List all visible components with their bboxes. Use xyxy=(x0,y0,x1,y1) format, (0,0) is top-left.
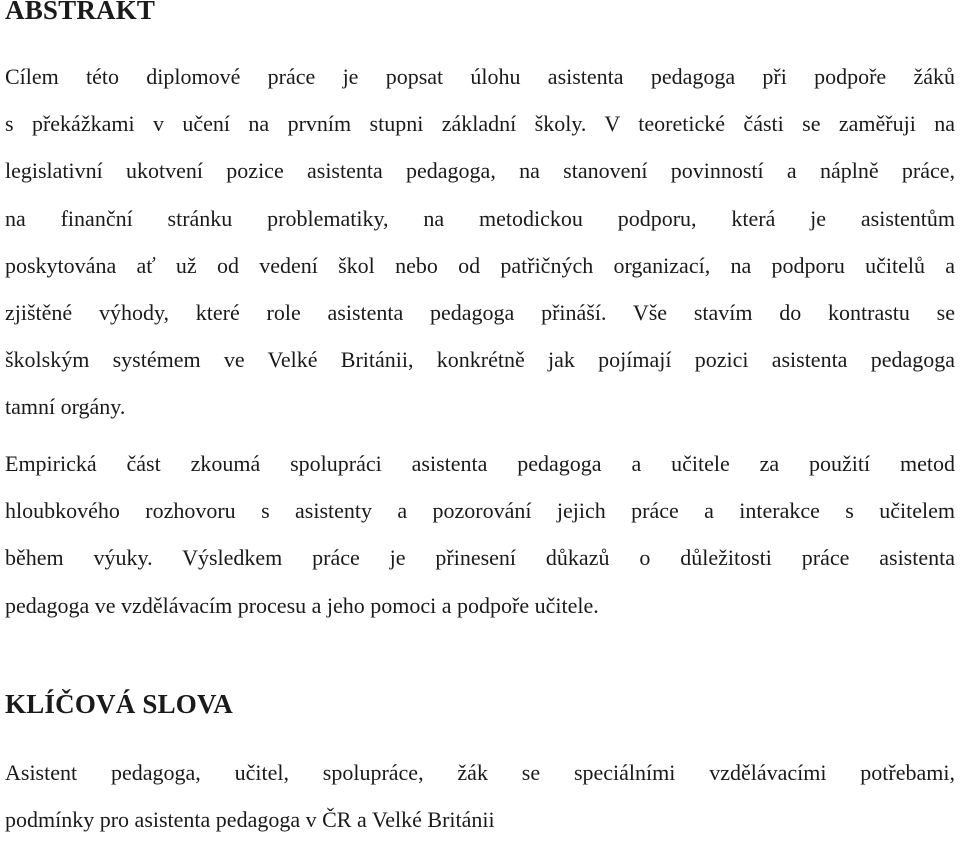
text-line: během výuky. Výsledkem práce je přinesení důkazů o důležitosti práce asistenta xyxy=(5,545,955,571)
text-line: zjištěné výhody, které role asistenta pedagoga přináší. Vše stavím do kontrastu se xyxy=(5,300,955,326)
text-line: hloubkového rozhovoru s asistenty a pozorování jejich práce a interakce s učitelem xyxy=(5,498,955,524)
text-line: tamní orgány. xyxy=(5,394,126,420)
text-line: Asistent pedagoga, učitel, spolupráce, žák se speciálními vzdělávacími potřebami, xyxy=(5,760,955,785)
text-line: legislativní ukotvení pozice asistenta pedagoga, na stanovení povinností a náplně práce, xyxy=(5,158,955,184)
text-line: pedagoga ve vzdělávacím procesu a jeho pomoci a podpoře učitele. xyxy=(5,592,599,618)
abstract-heading: ABSTRAKT xyxy=(5,0,156,25)
text-line: podmínky pro asistenta pedagoga v ČR a Velké Británii xyxy=(5,807,495,833)
abstract-paragraph-2 xyxy=(5,440,955,629)
text-line: Cílem této diplomové práce je popsat úlohu asistenta pedagoga při podpoře žáků xyxy=(5,64,955,89)
keywords-paragraph xyxy=(5,749,955,843)
text-line: poskytována ať už od vedení škol nebo od patřičných organizací, na podporu učitelů a xyxy=(5,252,955,278)
text-line: na finanční stránku problematiky, na metodickou podporu, která je asistentům xyxy=(5,205,955,231)
text-line: školským systémem ve Velké Británii, konkrétně jak pojímají pozici asistenta pedagoga xyxy=(5,347,955,373)
keywords-heading: KLÍČOVÁ SLOVA xyxy=(5,689,233,719)
abstract-paragraph-1 xyxy=(5,53,955,431)
text-line: s překážkami v učení na prvním stupni základní školy. V teoretické části se zaměřuji na xyxy=(5,111,955,137)
text-line: Empirická část zkoumá spolupráci asistenta pedagoga a učitele za použití metod xyxy=(5,451,955,476)
